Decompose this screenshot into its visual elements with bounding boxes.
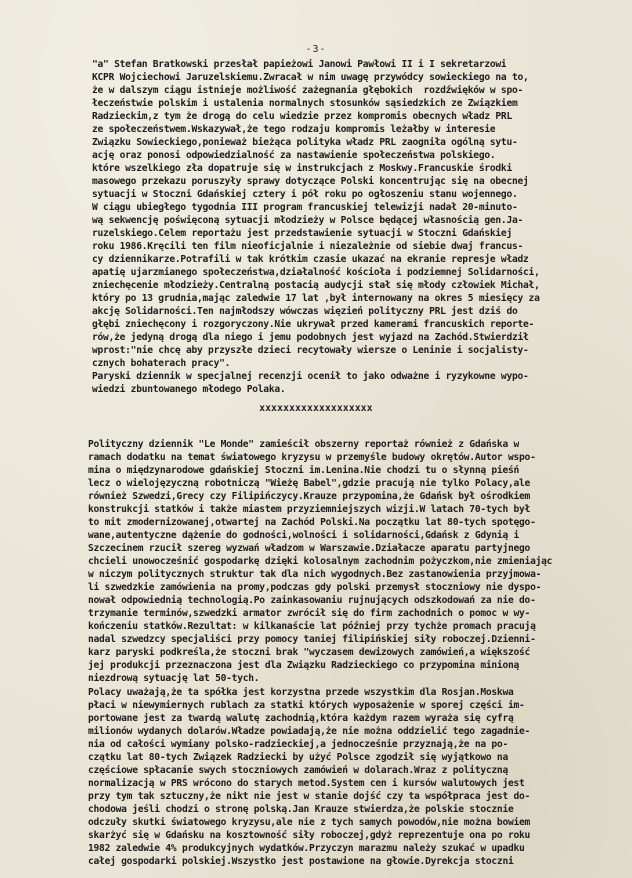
section-separator: xxxxxxxxxxxxxxxxxxx bbox=[259, 403, 373, 414]
text-line: sytuacji w Stoczni Gdańskiej cztery i pół roku po ogłoszeniu stanu wojennego. bbox=[92, 189, 518, 200]
text-line: w niczym politycznych struktur tak dla nich wygodnych.Bez zastanowienia przyjmowa- bbox=[88, 569, 542, 580]
text-line: który po 13 grudnia,mając zaledwie 17 lat ,był internowany na okres 5 miesięcy za bbox=[92, 293, 540, 304]
text-line: Radzieckim,z tym że drogą do celu wiedzie przez kompromis obecnych władz PRL bbox=[92, 111, 512, 122]
text-line: nadal szwedzcy specjaliści przy pomocy taniej filipińskiej siły roboczej.Dzienni- bbox=[88, 634, 536, 645]
text-line: skarżyć się w Gdańsku na kosztowność siły roboczej,gdyż reprezentuje ona po roku bbox=[88, 830, 531, 841]
text-line: wprost:"nie chcę aby przyszłe dzieci recytowały wiersze o Leninie i socjalisty- bbox=[92, 345, 529, 356]
text-line: masowego przekazu poruszyły sprawy dotyczące Polski koncentrując się na obecnej bbox=[92, 176, 529, 187]
text-line: że w dalszym ciągu istnieje możliwość zażegnania głębokich rozdźwięków w spo- bbox=[92, 85, 524, 96]
text-line: konstrukcji statków i także miastem przyziemniejszych wizji.W latach 70-tych był bbox=[88, 504, 531, 515]
text-line: portowane jest za twardą walutę zachodnią,która każdym razem wyraża się cyfrą bbox=[88, 713, 514, 724]
text-line: zniechęcenie młodzieży.Centralną postacią audycji stał się młody człowiek Michał, bbox=[92, 280, 540, 291]
text-line: płaci w niewymiernych rublach za statki których wyposażenie w sporej części im- bbox=[88, 700, 525, 711]
text-line: odczuły skutki światowego kryzysu,ale nie z tych samych powodów,nie można bowiem bbox=[88, 817, 531, 828]
text-line: roku 1986.Kręcili ten film nieoficjalnie i niezależnie od siebie dwaj francus- bbox=[92, 241, 524, 252]
text-line: kończeniu statków.Rezultat: w kilkanaście lat później przy tychże promach pracują bbox=[88, 621, 536, 632]
text-line: wane,autentyczne dążenie do godności,wolności i solidarności,Gdańsk z Gdynią i bbox=[88, 530, 520, 541]
text-line: apatię ujarzmianego społeczeństwa,działalność kościoła i podziemnej Solidarności, bbox=[92, 267, 540, 278]
text-line: łeczeństwie polskim i ustalenia normalnych stosunków sąsiedzkich ze Związkiem bbox=[92, 98, 518, 109]
text-line: rów,że jedyną drogą dla niego i jemu podobnych jest wyjazd na Zachód.Stwierdził bbox=[92, 332, 529, 343]
text-line: również Szwedzi,Grecy czy Filipińczycy.Krauze przypomina,że Gdańsk był ośrodkiem bbox=[88, 491, 531, 502]
text-line: jej produkcji przeznaczona jest dla Związku Radzieckiego co przypomina minioną bbox=[88, 660, 520, 671]
text-line: to mit zmodernizowanej,otwartej na Zachód Polski.Na początku lat 80-tych spotęgo- bbox=[88, 517, 536, 528]
text-line: nia od całości wymiany polsko-radzieckiej,a jednocześnie przyznają,że na po- bbox=[88, 739, 508, 750]
text-line: niezdrową sytuację lat 50-tych. bbox=[88, 673, 260, 684]
text-line: przy tym tak sztuczny,że nikt nie jest w stanie dojść czy ta współpraca jest do- bbox=[88, 791, 531, 802]
text-line: Związku Sowieckiego,ponieważ bieżąca polityka władz PRL zaogniła ogólną sytu- bbox=[92, 137, 518, 148]
text-line: KCPR Wojciechowi Jaruzelskiemu.Zwracał w nim uwagę przywódcy sowieckiego na to, bbox=[92, 72, 529, 83]
text-line: wą sekwencję poświęconą sytuacji młodzieży w Polsce będącej własnością gen.Ja- bbox=[92, 215, 524, 226]
text-line: wiedzi zbuntowanego młodego Polaka. bbox=[92, 384, 286, 395]
text-line: które wszelkiego zła dopatruje się w instrukcjach z Moskwy.Francuskie środki bbox=[92, 163, 512, 174]
text-line: ramach dodatku na temat światowego kryzysu w przemyśle budowy okrętów.Autor wspo- bbox=[88, 452, 536, 463]
text-line: trzymanie terminów,szwedzki armator zwrócił się do firm zachodnich o pomoc w wy- bbox=[88, 608, 531, 619]
text-line: Polityczny dziennik "Le Monde" zamieścił obszerny reportaż również z Gdańska w bbox=[88, 439, 520, 450]
text-line: nował odpowiednią technologią.Po zainkasowaniu rujnujących odszkodowań za nie do- bbox=[88, 595, 536, 606]
text-line: chcieli unowocześnić gospodarkę dzięki kolosalnym zachodnim pożyczkom,nie zmieniając bbox=[88, 556, 553, 567]
text-line: li szwedzkie zamówienia na promy,podczas gdy polski przemysł stoczniowy nie dyspo- bbox=[88, 582, 542, 593]
text-line: Paryski dziennik w specjalnej recenzji ocenił to jako odważne i ryzykowne wypo- bbox=[92, 371, 529, 382]
text-line: chodowa jeśli chodzi o stronę polską.Jan Krauze stwierdza,że polskie stocznie bbox=[88, 804, 514, 815]
text-line: Polacy uważają,że ta spółka jest korzystna przede wszystkim dla Rosjan.Moskwa bbox=[88, 687, 514, 698]
text-line: całej gospodarki polskiej.Wszystko jest postawione na głowie.Dyrekcja stoczni bbox=[88, 856, 514, 867]
text-line: ację oraz ponosi odpowiedzialność za nastawienie społeczeństwa polskiego. bbox=[92, 150, 496, 161]
page-number: -3- bbox=[305, 44, 327, 55]
text-line: karz paryski podkreśla,że stoczni brak "wyczasem dewizowych zamówień,a większość bbox=[88, 647, 531, 658]
text-line: częściowe spłacanie swych stoczniowych zamówień w dolarach.Wraz z polityczną bbox=[88, 765, 508, 776]
text-line: ze społeczeństwem.Wskazywał,że tego rodzaju kompromis leżałby w interesie bbox=[92, 124, 496, 135]
text-line: "a" Stefan Bratkowski przesłał papieżowi Janowi Pawłowi II i I sekretarzowi bbox=[92, 59, 507, 70]
text-line: akcję Solidarności.Ten najmłodszy wówczas więzień polityczny PRL jest dziś do bbox=[92, 306, 518, 317]
text-line: czątku lat 80-tych Związek Radziecki by użyć Polsce zgodził się wyjątkowo na bbox=[88, 752, 508, 763]
text-line: cznych bohaterach pracy". bbox=[92, 358, 231, 369]
text-line: lecz o wielojęzyczną robotniczą "Wieżę Babel",gdzie pracują nie tylko Polacy,ale bbox=[88, 478, 531, 489]
text-line: cy dziennikarze.Potrafili w tak krótkim czasie ukazać na ekranie represje władz bbox=[92, 254, 529, 265]
text-line: normalizacją w PRS wrócono do starych metod.System cen i kursów walutowych jest bbox=[88, 778, 525, 789]
text-line: Szczecinem rzucił szereg wyzwań władzom w Warszawie.Działacze aparatu partyjnego bbox=[88, 543, 531, 554]
text-line: milionów wydanych dolarów.Władze powiadają,że nie można oddzielić tego zagadnie- bbox=[88, 726, 531, 737]
text-line: mina o międzynarodowe gdańskiej Stoczni im.Lenina.Nie chodzi tu o słynną pieśń bbox=[88, 465, 520, 476]
text-line: W ciągu ubiegłego tygodnia III program francuskiej telewizji nadał 20-minuto- bbox=[92, 202, 518, 213]
text-line: głębi zniechęcony i rozgoryczony.Nie ukrywał przed kamerami francuskich reporte- bbox=[92, 319, 535, 330]
text-line: 1982 zaledwie 4% produkcyjnych wydatków.Przyczyn marazmu należy szukać w upadku bbox=[88, 843, 525, 854]
text-line: ruzelskiego.Celem reportażu jest przedstawienie sytuacji w Stoczni Gdańskiej bbox=[92, 228, 512, 239]
